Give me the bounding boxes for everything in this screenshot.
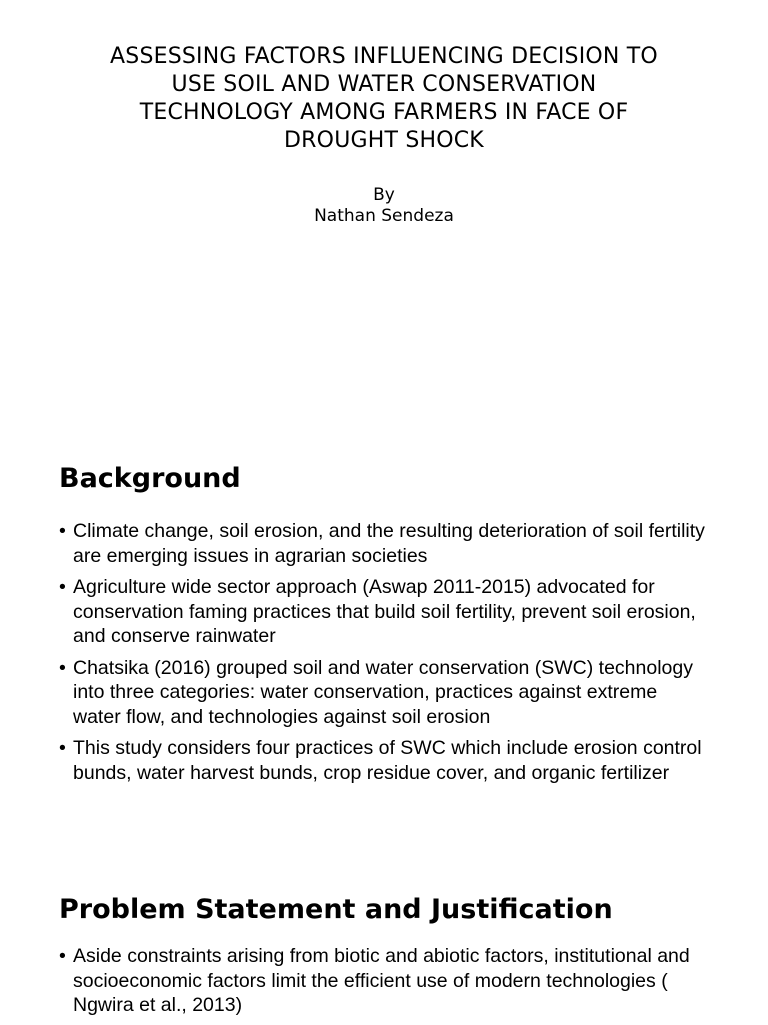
bullet-dot-icon: • bbox=[59, 576, 66, 598]
title-line: USE SOIL AND WATER CONSERVATION bbox=[171, 72, 597, 97]
bullet-dot-icon: • bbox=[59, 737, 66, 759]
title-line: ASSESSING FACTORS INFLUENCING DECISION TO bbox=[110, 44, 658, 69]
bullet-text: Aside constraints arising from biotic and abiotic factors, institutional and socioeconomic factors limit the efficient use of modern technologies ( Ngwira et al., 2013) bbox=[73, 945, 690, 1016]
bullet-item bbox=[59, 519, 709, 568]
document-title bbox=[40, 43, 728, 155]
section-heading-problem-statement: Problem Statement and Justification bbox=[59, 894, 613, 925]
title-line: DROUGHT SHOCK bbox=[284, 128, 484, 153]
problem-statement-bullet-list bbox=[59, 944, 709, 1025]
byline bbox=[0, 185, 768, 227]
bullet-item bbox=[59, 736, 709, 785]
byline-by: By bbox=[373, 185, 395, 205]
bullet-text: Chatsika (2016) grouped soil and water conservation (SWC) technology into three categories: water conservation, practices against extreme water flow, and technologies against soil erosion bbox=[73, 656, 693, 728]
section-heading-background: Background bbox=[59, 463, 241, 494]
title-line: TECHNOLOGY AMONG FARMERS IN FACE OF bbox=[139, 100, 629, 125]
bullet-dot-icon: • bbox=[59, 656, 66, 679]
bullet-text: Agriculture wide sector approach (Aswap 2011-2015) advocated for conservation faming practices that build soil fertility, prevent soil erosion, and conserve rainwater bbox=[73, 576, 696, 647]
bullet-item bbox=[59, 575, 709, 649]
author-name: Nathan Sendeza bbox=[314, 206, 454, 226]
bullet-text: This study considers four practices of SWC which include erosion control bunds, water harvest bunds, crop residue cover, and organic fertilizer bbox=[73, 737, 702, 784]
background-bullet-list bbox=[59, 519, 709, 792]
bullet-text: Climate change, soil erosion, and the resulting deterioration of soil fertility are emerging issues in agrarian societies bbox=[73, 520, 705, 567]
bullet-dot-icon: • bbox=[59, 945, 66, 967]
bullet-dot-icon: • bbox=[59, 520, 66, 542]
bullet-item bbox=[59, 656, 709, 730]
bullet-item bbox=[59, 944, 709, 1018]
